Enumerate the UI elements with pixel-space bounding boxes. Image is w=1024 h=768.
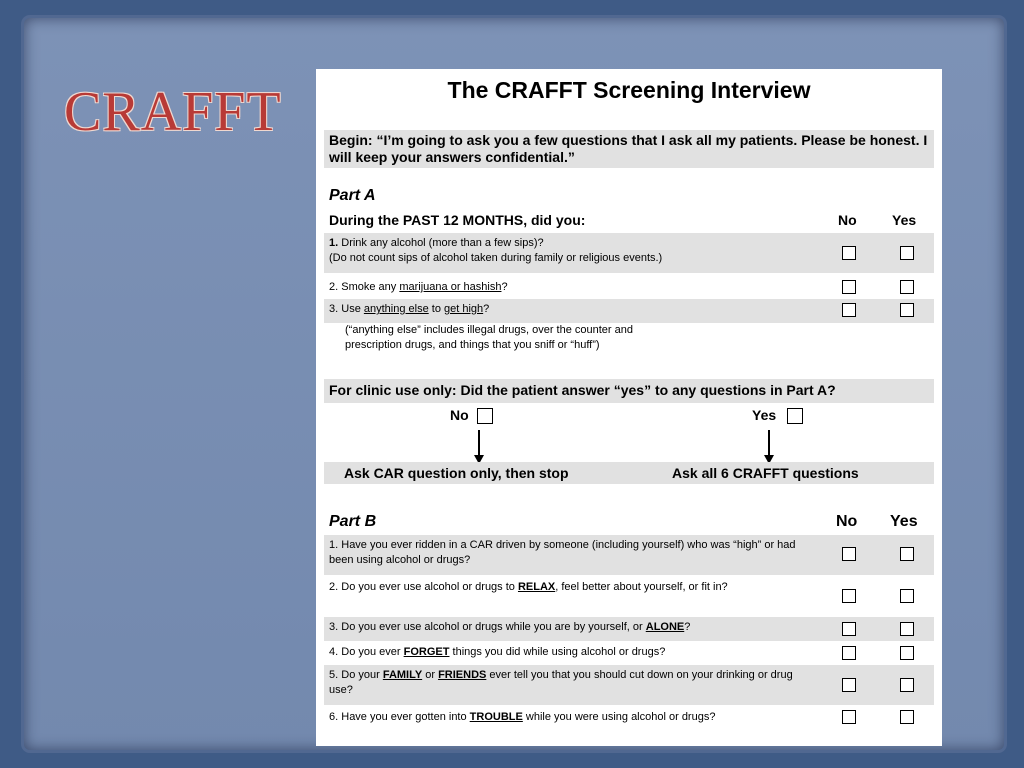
- part-b-q5-yes-checkbox[interactable]: [900, 678, 914, 692]
- part-a-col-yes: Yes: [892, 212, 917, 228]
- clinic-no-action: Ask CAR question only, then stop: [344, 465, 569, 481]
- part-b-q4-text: 4. Do you ever FORGET things you did while using alcohol or drugs?: [329, 646, 666, 658]
- part-a-q3-yes-checkbox[interactable]: [900, 303, 914, 317]
- clinic-question: For clinic use only: Did the patient answer “yes” to any questions in Part A?: [324, 379, 934, 403]
- part-b-q4-no-checkbox[interactable]: [842, 646, 856, 660]
- part-b-q2-yes-checkbox[interactable]: [900, 589, 914, 603]
- part-b-col-no: No: [836, 513, 858, 530]
- part-a-prompt: During the PAST 12 MONTHS, did you:: [329, 212, 586, 228]
- clinic-yes-label: Yes: [752, 407, 777, 423]
- part-b-q1-text: 1. Have you ever ridden in a CAR driven by someone (including yourself) who was “high” or had been using alcohol or drugs?: [329, 539, 796, 566]
- clinic-no-label: No: [450, 407, 469, 423]
- part-a-q3-text: 3. Use anything else to get high?: [329, 303, 490, 315]
- intro-instructions: Begin: “I’m going to ask you a few questions that I ask all my patients. Please be honest. I will keep your answers confidential.”: [324, 130, 934, 168]
- part-a-col-no: No: [838, 212, 857, 228]
- part-b-q1-no-checkbox[interactable]: [842, 547, 856, 561]
- part-b-col-yes: Yes: [890, 513, 918, 530]
- part-b-q6-text: 6. Have you ever gotten into TROUBLE while you were using alcohol or drugs?: [329, 711, 716, 723]
- yes-arrow-line: [768, 430, 770, 456]
- part-b-q6-yes-checkbox[interactable]: [900, 710, 914, 724]
- part-a-q3-no-checkbox[interactable]: [842, 303, 856, 317]
- part-b-q4-yes-checkbox[interactable]: [900, 646, 914, 660]
- part-b-q1-yes-checkbox[interactable]: [900, 547, 914, 561]
- part-b-q6-no-checkbox[interactable]: [842, 710, 856, 724]
- part-b-q3-yes-checkbox[interactable]: [900, 622, 914, 636]
- part-b-q2-text: 2. Do you ever use alcohol or drugs to RELAX, feel better about yourself, or fit in?: [329, 581, 728, 593]
- part-b-q5-no-checkbox[interactable]: [842, 678, 856, 692]
- no-arrow-line: [478, 430, 480, 456]
- part-a-q1-no-checkbox[interactable]: [842, 246, 856, 260]
- part-a-label: Part A: [329, 187, 376, 204]
- part-a-q2-yes-checkbox[interactable]: [900, 280, 914, 294]
- part-b-q2-no-checkbox[interactable]: [842, 589, 856, 603]
- part-a-q1-yes-checkbox[interactable]: [900, 246, 914, 260]
- form-title: The CRAFFT Screening Interview: [447, 77, 811, 103]
- part-b-label: Part B: [329, 513, 377, 530]
- part-b-q5-text: 5. Do your FAMILY or FRIENDS ever tell you that you should cut down on your drinking or drug use?: [329, 669, 793, 696]
- part-a-q2-text: 2. Smoke any marijuana or hashish?: [329, 281, 508, 293]
- part-a-q3-note: (“anything else” includes illegal drugs, over the counter and prescription drugs, and things that you sniff or “huff”): [345, 324, 633, 351]
- part-b-q3-text: 3. Do you ever use alcohol or drugs while you are by yourself, or ALONE?: [329, 621, 691, 633]
- slide-title: CRAFFT: [64, 81, 282, 143]
- clinic-yes-action: Ask all 6 CRAFFT questions: [672, 465, 859, 481]
- part-a-q1-text: 1. Drink any alcohol (more than a few sips)? (Do not count sips of alcohol taken during family or religious events.): [329, 237, 663, 264]
- clinic-no-checkbox[interactable]: [477, 408, 493, 424]
- crafft-form: [316, 69, 942, 746]
- part-a-q2-no-checkbox[interactable]: [842, 280, 856, 294]
- part-b-q3-no-checkbox[interactable]: [842, 622, 856, 636]
- clinic-yes-checkbox[interactable]: [787, 408, 803, 424]
